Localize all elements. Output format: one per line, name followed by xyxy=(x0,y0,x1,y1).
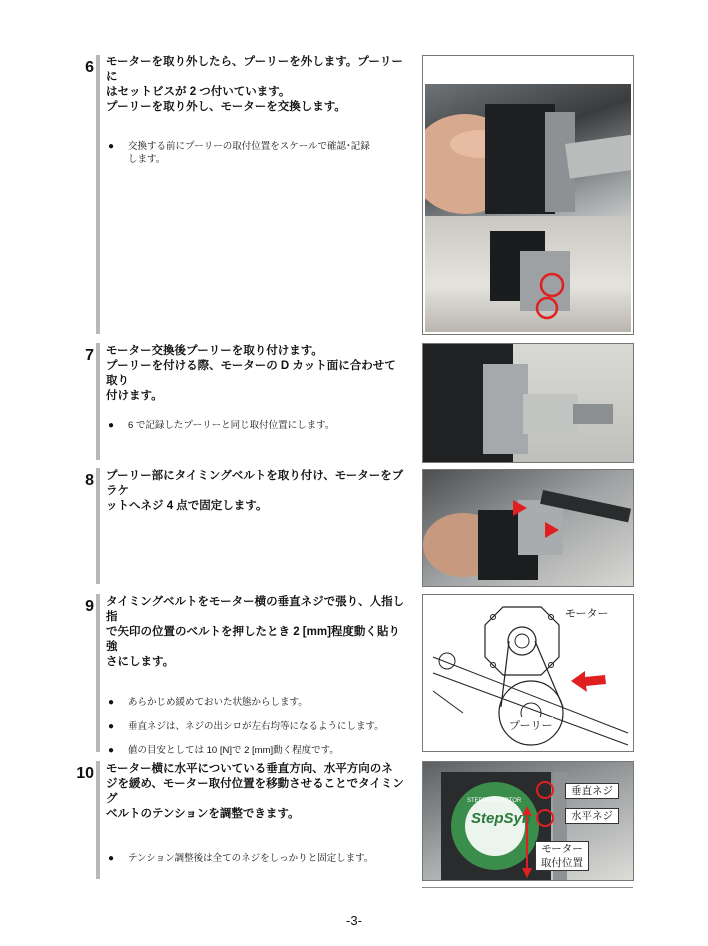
step-text xyxy=(106,469,406,514)
step-number: 8 xyxy=(85,472,94,489)
step-text xyxy=(106,344,406,432)
bullet-item: ● 垂直ネジは、ネジの出シロが左右均等になるようにします。 xyxy=(108,721,384,732)
step-bar xyxy=(96,761,100,879)
belt-tension-diagram xyxy=(422,594,634,752)
bullet-list xyxy=(106,696,406,757)
callout-motor-position: モーター 取付位置 xyxy=(535,841,589,871)
step-text xyxy=(106,55,406,166)
bullet-list xyxy=(106,419,406,432)
step-heading: タイミングベルトをモーター横の垂直ネジで張り、人指し指 で矢印の位置のベルトを押したとき 2 [mm]程度動く貼り強 さにします。 xyxy=(106,596,405,668)
step-number: 10 xyxy=(76,765,94,782)
callout-horizontal-screw: 水平ネジ xyxy=(565,808,619,824)
bullet-item: ● 交換する前にプーリーの取付位置をスケールで確認･記録 します。 xyxy=(108,141,370,165)
step-8-photo xyxy=(422,469,634,587)
step-heading: モーター横に水平についている垂直方向、水平方向のネ ジを緩め、モーター取付位置を移動させることでタイミング ベルトのテンションを調整できます。 xyxy=(106,763,404,820)
pulley-shape xyxy=(499,681,563,745)
pulley-scale-photo xyxy=(425,84,631,232)
step-7-photo xyxy=(422,343,634,463)
step-number: 6 xyxy=(85,59,94,76)
motor-label: モーター xyxy=(565,608,609,620)
step-number: 7 xyxy=(85,347,94,364)
step-bar xyxy=(96,594,100,752)
step-number: 9 xyxy=(85,598,94,615)
bullet-item: ● あらかじめ緩めておいた状態からします。 xyxy=(108,697,308,708)
section-rule xyxy=(422,887,633,888)
motor-flange-shape xyxy=(485,607,559,675)
bullet-item: ● 値の目安としては 10 [N]で 2 [mm]動く程度です。 xyxy=(108,745,339,756)
step-heading: モーターを取り外したら、プーリーを外します。プーリーに はセットビスが 2 つ付いています。 プーリーを取り外し、モーターを交換します。 xyxy=(106,56,403,113)
step-heading: プーリー部にタイミングベルトを取り付け、モーターをブラケ ットへネジ 4 点で固定します。 xyxy=(106,470,404,512)
step-bar xyxy=(96,468,100,584)
bullet-list xyxy=(106,140,406,166)
bullet-list xyxy=(106,852,406,865)
bullet-item: ● テンション調整後は全てのネジをしっかりと固定します。 xyxy=(108,853,374,864)
motor-badge-text: STEPPING MOTOR xyxy=(467,798,522,804)
step-bar xyxy=(96,343,100,460)
set-screw-photo xyxy=(425,216,631,332)
step-6-photo-frame xyxy=(422,55,634,335)
step-text xyxy=(106,595,406,757)
push-arrow xyxy=(571,671,606,692)
step-heading: モーター交換後プーリーを取り付けます。 プーリーを付ける際、モーターの D カット面に合わせて取り 付けます。 xyxy=(106,345,396,402)
bullet-item: ● 6 で記録したプーリーと同じ取付位置にします。 xyxy=(108,420,335,431)
callout-vertical-screw: 垂直ネジ xyxy=(565,783,619,799)
page-number: -3- xyxy=(346,913,362,928)
step-10-photo xyxy=(422,761,634,881)
step-bar xyxy=(96,55,100,334)
step-text xyxy=(106,762,406,865)
pulley-label: プーリー xyxy=(509,717,553,733)
motor-brand-text: StepSyn xyxy=(471,810,532,827)
